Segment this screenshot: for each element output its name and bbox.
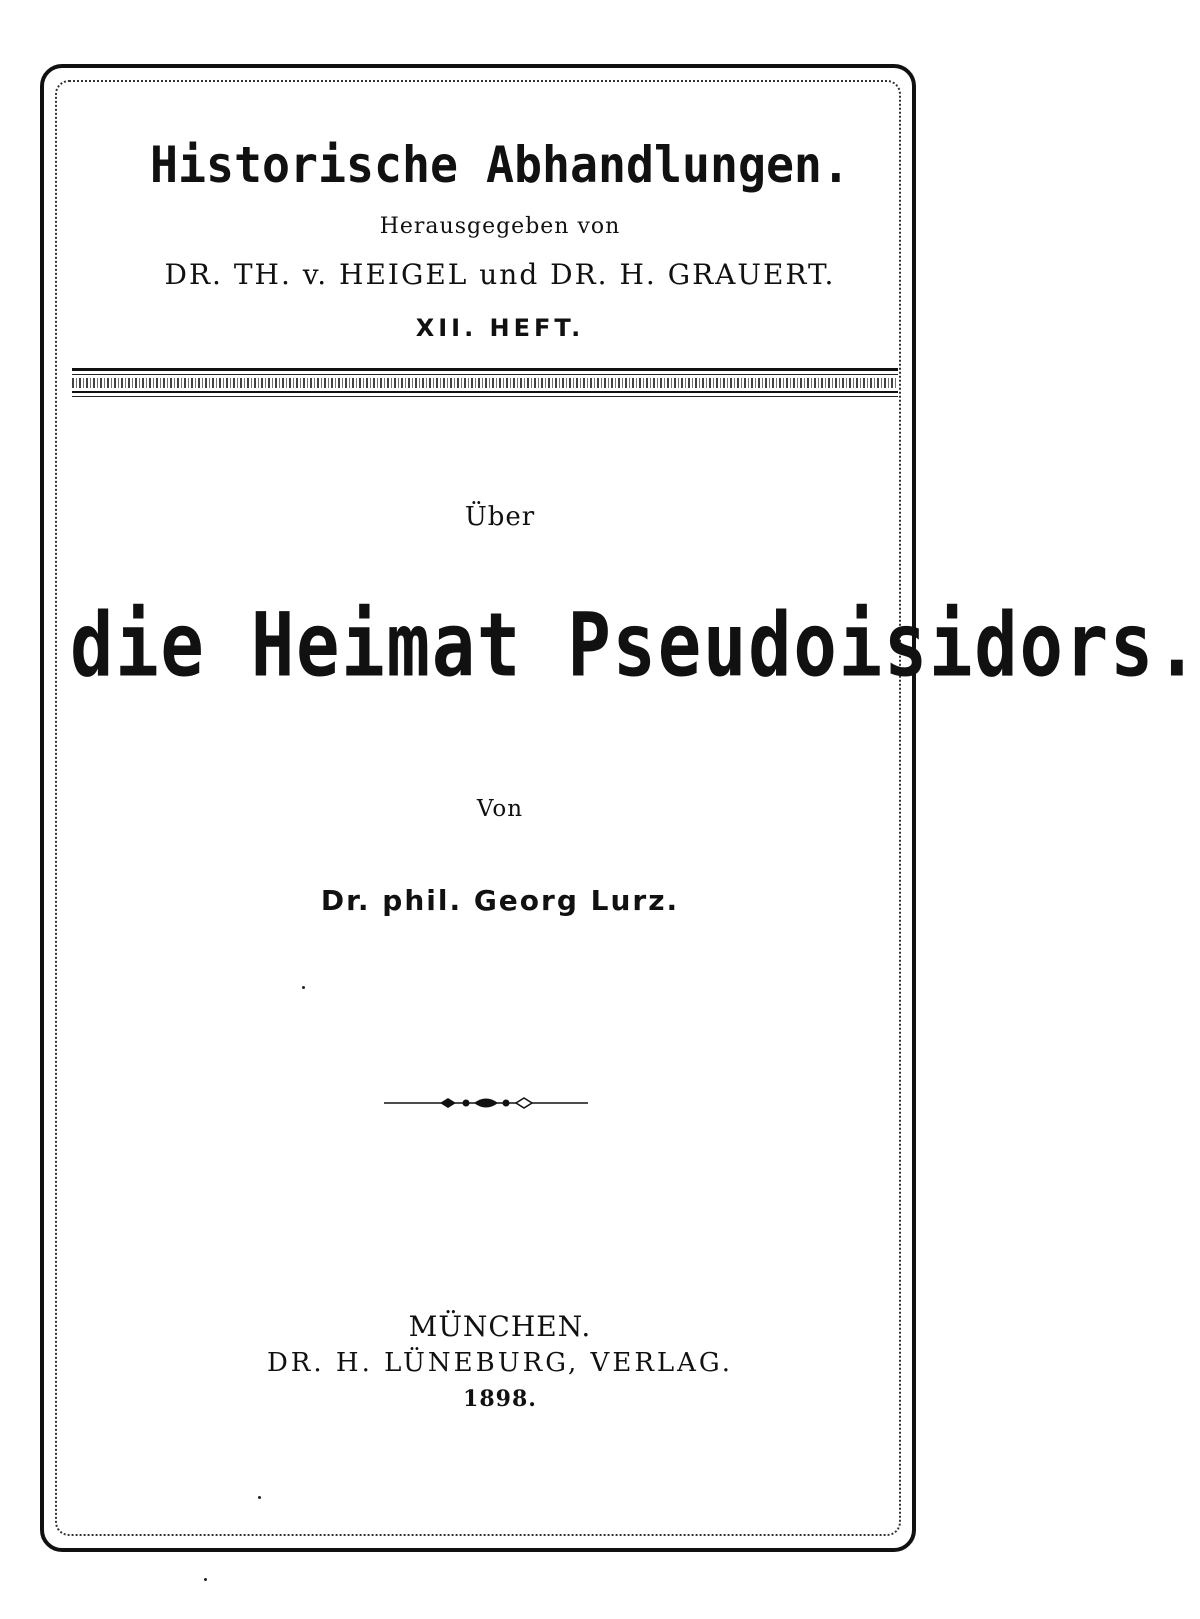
imprint-city: MÜNCHEN. [408,1310,592,1343]
main-title: die Heimat Pseudoisidors. [70,593,1200,697]
issue-number: XII. HEFT. [415,314,585,342]
editors: DR. TH. v. HEIGEL und DR. H. GRAUERT. [164,258,836,291]
print-speck [204,1578,207,1581]
ornamental-band [72,368,898,400]
editor-line: Herausgegeben von [379,214,621,239]
by-line: Von [476,796,524,822]
print-speck [302,986,305,989]
pre-title: Über [464,502,536,532]
imprint-year: 1898. [463,1386,537,1412]
ornamental-divider-icon [384,1090,588,1116]
print-speck [258,1496,261,1499]
author-name: Dr. phil. Georg Lurz. [320,884,680,917]
series-title: Historische Abhandlungen. [150,136,850,194]
imprint-publisher: DR. H. LÜNEBURG, VERLAG. [266,1348,734,1378]
